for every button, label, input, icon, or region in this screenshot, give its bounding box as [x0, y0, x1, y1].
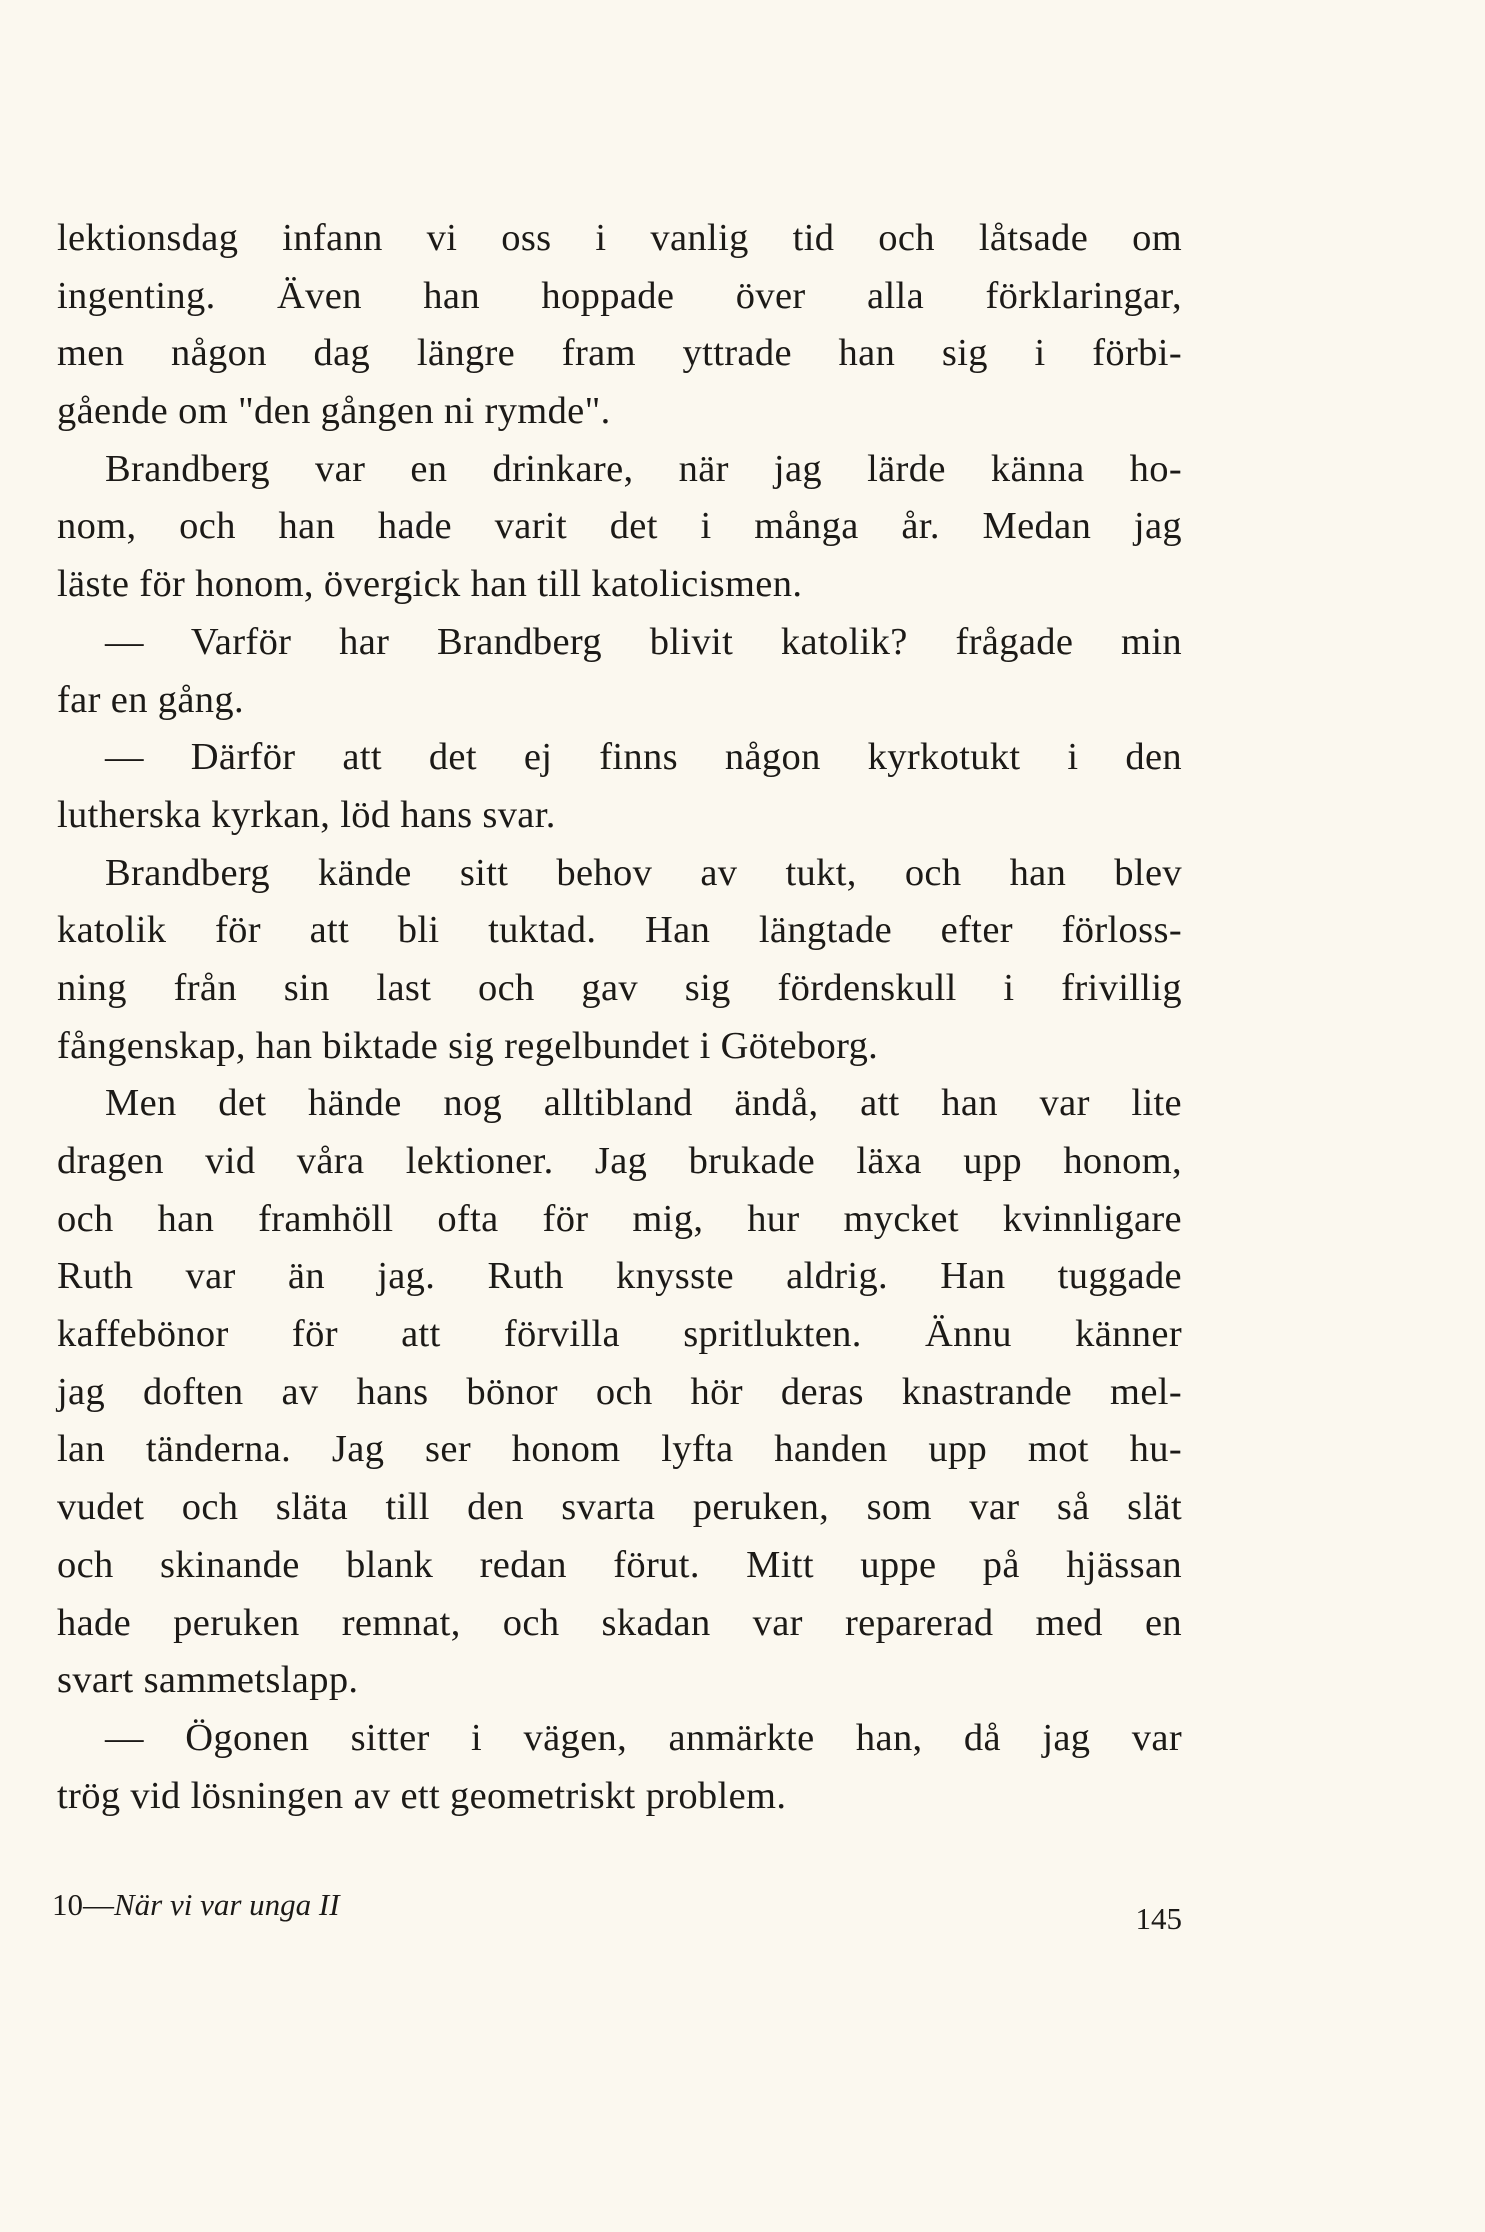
text-line: ning från sin last och gav sig fördenskull i frivillig: [57, 966, 1182, 1009]
page-number: 145: [1135, 1901, 1182, 1936]
text-line: katolik för att bli tuktad. Han längtade efter förloss-: [57, 909, 1182, 952]
text-line: Men det hände nog alltibland ändå, att han var lite: [105, 1082, 1182, 1125]
text-line: svart sammetslapp.: [57, 1659, 359, 1702]
text-line: jag doften av hans bönor och hör deras knastrande mel-: [57, 1370, 1182, 1413]
text-line: dragen vid våra lektioner. Jag brukade läxa upp honom,: [57, 1140, 1182, 1182]
text-line: trög vid lösningen av ett geometriskt problem.: [57, 1774, 787, 1817]
text-line: — Varför har Brandberg blivit katolik? frågade min: [105, 620, 1182, 663]
text-line: nom, och han hade varit det i många år. Medan jag: [57, 505, 1182, 548]
page-footer: [52, 1885, 1182, 1935]
text-line: läste för honom, övergick han till katolicismen.: [57, 563, 803, 606]
text-line: far en gång.: [57, 678, 244, 721]
text-line: gående om "den gången ni rymde".: [57, 390, 611, 433]
text-line: fångenskap, han biktade sig regelbundet i Göteborg.: [57, 1024, 879, 1067]
text-line: kaffebönor för att förvilla spritlukten. Ännu känner: [57, 1313, 1182, 1356]
text-line: och skinande blank redan förut. Mitt uppe på hjässan: [57, 1543, 1182, 1586]
text-line: lutherska kyrkan, löd hans svar.: [57, 793, 556, 836]
text-line: hade peruken remnat, och skadan var reparerad med en: [57, 1601, 1182, 1644]
text-line: Brandberg var en drinkare, när jag lärde känna ho-: [105, 447, 1182, 490]
text-line: men någon dag längre fram yttrade han sig i förbi-: [57, 332, 1182, 375]
text-line: lektionsdag infann vi oss i vanlig tid och låtsade om: [57, 217, 1182, 259]
signature-mark: [52, 1885, 340, 1925]
text-line: — Därför att det ej finns någon kyrkotukt i den: [105, 736, 1182, 779]
text-line: — Ögonen sitter i vägen, anmärkte han, då jag var: [105, 1716, 1182, 1759]
text-line: och han framhöll ofta för mig, hur mycket kvinnligare: [57, 1197, 1182, 1240]
text-line: lan tänderna. Jag ser honom lyfta handen upp mot hu-: [57, 1428, 1182, 1471]
text-line: Ruth var än jag. Ruth knysste aldrig. Han tuggade: [57, 1255, 1182, 1298]
body-text: [57, 210, 1182, 1825]
text-line: vudet och släta till den svarta peruken, som var så slät: [57, 1486, 1182, 1529]
signature-number: 10—: [52, 1887, 114, 1922]
text-line: ingenting. Även han hoppade över alla förklaringar,: [57, 274, 1182, 317]
text-line: Brandberg kände sitt behov av tukt, och han blev: [105, 851, 1182, 894]
signature-title: När vi var unga II: [114, 1887, 340, 1922]
